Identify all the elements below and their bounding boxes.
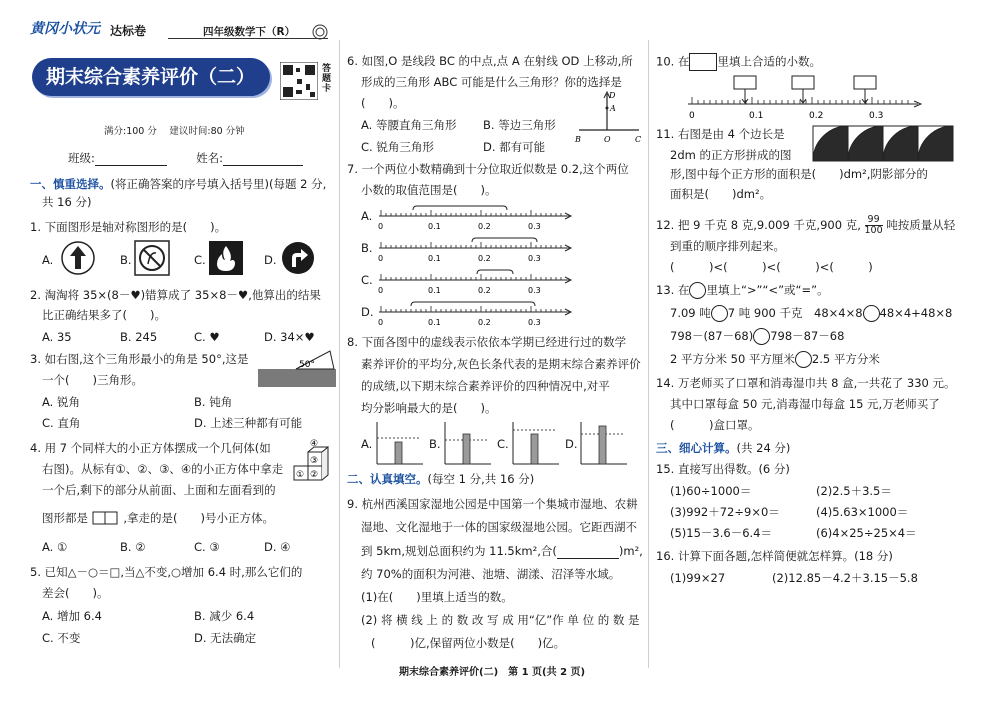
q10-number-line — [686, 74, 926, 122]
q4-option-c[interactable]: C. ③ — [194, 540, 220, 554]
compare-circle[interactable] — [753, 328, 770, 345]
q9-text-5: (1)在( )里填上适当的数。 — [361, 590, 513, 604]
tick-label: 0 — [689, 111, 695, 121]
q2-option-d[interactable]: D. 34×♥ — [264, 330, 315, 344]
spiral-icon — [310, 22, 330, 42]
q8-text-3: 的成绩,以下期末综合素养评价的四种情况中,对平 — [361, 379, 610, 393]
q1-option-d[interactable]: D. — [264, 253, 277, 267]
q13-r1b: 7 吨 900 千克 48×4×8 — [727, 306, 863, 320]
section1-title: 一、慎重选择。 — [30, 177, 111, 191]
cube-label-4: ④ — [310, 439, 319, 449]
label-c: C — [635, 135, 642, 144]
range-brace — [413, 206, 507, 210]
q14-text-3: ( )盒口罩。 — [670, 418, 760, 432]
q13-r2b: 798－87－68 — [770, 329, 845, 343]
q2-option-a[interactable]: A. 35 — [42, 330, 72, 344]
q12-frac-num: 99 — [865, 215, 883, 226]
score-bar — [463, 434, 470, 464]
q14-text: 14. 万老师买了口罩和消毒湿巾共 8 盒,一共花了 330 元。 — [656, 376, 956, 390]
q16-item-2: (2)12.85－4.2＋3.15－5.8 — [772, 571, 918, 585]
cube-label-1: ① — [296, 470, 305, 480]
section1-heading — [30, 176, 326, 192]
q7-number-line — [377, 300, 577, 330]
squares-arc-figure — [812, 124, 958, 164]
q8-option-a[interactable]: A. — [361, 437, 373, 451]
q12-text-2: 到重的顺序排列起来。 — [670, 239, 785, 253]
tick-label: 0.3 — [528, 254, 541, 263]
q15-item-4: (4)5.63×1000＝ — [816, 505, 909, 519]
q2-option-b[interactable]: B. 245 — [120, 330, 158, 344]
q3-option-c[interactable]: C. 直角 — [42, 416, 81, 430]
qr-code-icon — [280, 62, 318, 100]
q3-option-a[interactable]: A. 锐角 — [42, 395, 80, 409]
tick-label: 0 — [378, 254, 384, 263]
page-title: 期末综合素养评价（二） — [46, 66, 256, 88]
q6-option-c[interactable]: C. 锐角三角形 — [361, 140, 434, 154]
page-footer: 期末综合素养评价(二) 第 1 页(共 2 页) — [399, 667, 586, 678]
q1-option-a[interactable]: A. — [42, 253, 54, 267]
q6-text: 6. 如图,O 是线段 BC 的中点,点 A 在射线 OD 上移动,所 — [347, 54, 633, 68]
tick-label: 0 — [378, 222, 384, 231]
q1-option-b[interactable]: B. — [120, 253, 132, 267]
exam-meta: 满分:100 分 建议时间:80 分钟 — [104, 126, 245, 137]
q13-text-a: 13. 在 — [656, 283, 690, 297]
q4-text-4a: 图形都是 — [42, 511, 88, 525]
cube-label-2: ② — [310, 470, 319, 480]
q15-item-3: (3)992＋72÷9×0＝ — [670, 505, 780, 519]
q4-text-4 — [42, 510, 274, 527]
score-bar — [531, 434, 538, 464]
column-divider — [339, 40, 340, 668]
turn-right-arrow-icon — [280, 240, 316, 276]
q3-option-b[interactable]: B. 钝角 — [194, 395, 233, 409]
tick-label: 0.2 — [478, 254, 491, 263]
q12-fraction — [865, 215, 883, 236]
section2-title: 二、认真填空。 — [347, 472, 428, 486]
tick-label: 0.1 — [428, 286, 441, 295]
cube-stack-figure — [290, 436, 336, 484]
compare-circle[interactable] — [863, 305, 880, 322]
q9-text-4: 约 70%的面积为河港、池塘、湖漾、沼泽等水域。 — [361, 567, 621, 581]
q6-text-2: 形成的三角形 ABC 可能是什么三角形？你的选择是 — [361, 75, 622, 89]
q8-text-4: 均分影响最大的是( )。 — [361, 401, 497, 415]
q12-text-a: 12. 把 9 千克 8 克,9.009 千克,900 克, — [656, 218, 861, 232]
paper-label: 达标卷 — [110, 24, 147, 38]
q10-text-a: 10. 在 — [656, 54, 690, 69]
q7-number-line — [377, 204, 577, 234]
q5-text: 5. 已知△－○＝□,当△不变,○增加 6.4 时,那么它们的 — [30, 565, 303, 579]
tick-label: 0.3 — [869, 111, 884, 121]
tick-label: 0.3 — [528, 318, 541, 327]
q13-text — [656, 282, 829, 299]
q8-bar-chart — [443, 420, 493, 466]
tick-label: 0 — [378, 318, 384, 327]
column-right — [652, 0, 982, 708]
q5-option-b[interactable]: B. 减少 6.4 — [194, 609, 255, 623]
q13-r1c: 48×4+48×8 — [879, 306, 953, 320]
q7-text-2: 小数的取值范围是( )。 — [361, 183, 497, 197]
q8-option-c[interactable]: C. — [497, 437, 509, 451]
q7-option-c[interactable]: C. — [361, 273, 373, 287]
q15-item-5: (5)15－3.6－6.4＝ — [670, 526, 773, 540]
section1-note: (将正确答案的序号填入括号里)(每题 2 分, — [110, 177, 327, 191]
arrow-up-icon — [60, 240, 96, 276]
name-label: 姓名: — [196, 151, 224, 165]
q9-text-3b: )m², — [618, 544, 643, 558]
q6-option-d[interactable]: D. 都有可能 — [483, 140, 546, 154]
q7-number-line — [377, 268, 577, 298]
q11-text-4: 面积是( )dm²。 — [670, 187, 772, 201]
q12-text — [656, 215, 955, 236]
section3-note: (共 24 分) — [736, 441, 791, 455]
tick-label: 0 — [378, 286, 384, 295]
q7-option-d[interactable]: D. — [361, 305, 374, 319]
q6-option-a[interactable]: A. 等腰直角三角形 — [361, 118, 457, 132]
section3-heading — [656, 440, 790, 456]
q5-option-c[interactable]: C. 不变 — [42, 631, 81, 645]
q13-row-3 — [670, 351, 880, 368]
label-d: D — [609, 91, 616, 100]
q13-text-b: 里填上“>”“<”或“=”。 — [706, 283, 829, 297]
q4-option-a[interactable]: A. ① — [42, 540, 68, 554]
q7-number-line — [377, 236, 577, 266]
q1-text: 1. 下面图形是轴对称图形的是( )。 — [30, 220, 227, 234]
q4-text-3: 一个后,剩下的部分从前面、上面和左面看到的 — [42, 483, 276, 497]
no-parking-sign-icon — [134, 240, 170, 276]
q9-text-7: ( )亿,保留两位小数是( )亿。 — [371, 636, 566, 650]
fire-hazard-sign-icon — [208, 240, 244, 276]
q8-text: 8. 下面各图中的虚线表示依依本学期已经进行过的数学 — [347, 335, 627, 349]
column-left — [28, 0, 336, 708]
qr-label: 答题卡 — [322, 64, 332, 94]
q8-option-d[interactable]: D. — [565, 437, 578, 451]
brand-logo: 黄冈小状元 — [30, 21, 100, 37]
q9-text-3a: 到 5km,规划总面积约为 11.5km²,合( — [361, 544, 557, 558]
q9-text: 9. 杭州西溪国家湿地公园是中国第一个集城市湿地、农耕 — [347, 497, 638, 511]
cube-label-3: ③ — [310, 456, 319, 466]
q8-bar-chart — [511, 420, 561, 466]
tick-label: 0.2 — [809, 111, 824, 121]
q11-text: 11. 右图是由 4 个边长是 — [656, 127, 785, 141]
q11-text-3: 形,图中每个正方形的面积是( )dm²,阴影部分的 — [670, 167, 928, 181]
range-brace — [472, 238, 537, 242]
q2-option-c[interactable]: C. ♥ — [194, 330, 220, 344]
q8-text-2: 素养评价的平均分,灰色长条代表的是期末综合素养评价 — [361, 357, 641, 371]
q8-bar-chart — [375, 420, 425, 466]
tick-label: 0.1 — [428, 222, 441, 231]
answer-box[interactable] — [854, 76, 876, 89]
q4-text-2: 右图)。从标有①、②、③、④的小正方体中拿走 — [42, 462, 284, 476]
tick-label: 0.1 — [428, 254, 441, 263]
two-squares-icon — [92, 511, 120, 527]
q7-option-a[interactable]: A. — [361, 209, 373, 223]
q12-text-b: 吨按质量从轻 — [886, 218, 956, 232]
q6-option-b[interactable]: B. 等边三角形 — [483, 118, 556, 132]
tick-label: 0.3 — [528, 222, 541, 231]
q12-frac-den: 100 — [864, 225, 883, 236]
label-b: B — [575, 135, 581, 144]
tick-label: 0.1 — [428, 318, 441, 327]
q9-text-2: 湿地、文化湿地于一体的国家级湿地公园。它距西湖不 — [361, 520, 637, 534]
label-a: A — [610, 104, 616, 113]
q10-text-b: 里填上合适的小数。 — [717, 54, 821, 69]
tick-label: 0.2 — [478, 222, 491, 231]
compare-circle[interactable] — [711, 305, 728, 322]
q13-r3a: 2 平方分米 50 平方厘米 — [670, 352, 795, 366]
q2-text: 2. 淘淘将 35×(8－♥)错算成了 35×8－♥,他算出的结果 — [30, 288, 321, 302]
grade-label: 四年级数学下（R） — [203, 26, 296, 38]
score-bar — [395, 442, 402, 464]
answer-box[interactable] — [792, 76, 814, 89]
q11-text-2: 2dm 的正方形拼成的图 — [670, 148, 792, 162]
q13-row-2 — [670, 328, 844, 345]
range-brace — [411, 302, 535, 306]
q4-option-b[interactable]: B. ② — [120, 540, 146, 554]
section1-note2: 共 16 分) — [42, 195, 92, 209]
score-bar — [599, 426, 606, 464]
q3-text: 3. 如右图,这个三角形最小的角是 50°,这是 — [30, 352, 249, 366]
q8-option-b[interactable]: B. — [429, 437, 441, 451]
q3-text-2: 一个( )三角形。 — [42, 373, 143, 387]
q10-text — [656, 53, 821, 71]
q4-option-d[interactable]: D. ④ — [264, 540, 291, 554]
q9-blank[interactable] — [557, 546, 619, 559]
q4-text: 4. 用 7 个同样大的小正方体摆成一个几何体(如 — [30, 441, 271, 455]
q16-title: 16. 计算下面各题,怎样简便就怎样算。(18 分) — [656, 549, 893, 563]
q2-text-2: 比正确结果多了( )。 — [42, 308, 166, 322]
q15-item-6: (6)4×25÷25×4＝ — [816, 526, 917, 540]
q8-bar-chart — [579, 420, 629, 466]
section2-heading — [347, 471, 534, 487]
compare-circle[interactable] — [689, 282, 706, 299]
q9-text-3 — [361, 543, 643, 559]
triangle-figure — [258, 347, 338, 389]
column-middle — [343, 0, 645, 708]
label-o: O — [604, 135, 611, 144]
section3-title: 三、细心计算。 — [656, 441, 737, 455]
q5-option-d[interactable]: D. 无法确定 — [194, 631, 257, 645]
q13-r3b: 2.5 平方分米 — [811, 352, 880, 366]
tick-label: 0.2 — [478, 318, 491, 327]
title-banner — [32, 58, 270, 96]
q1-option-c[interactable]: C. — [194, 253, 206, 267]
tick-label: 0.3 — [528, 286, 541, 295]
q12-answer-row[interactable]: ( )<( )<( )<( ) — [670, 260, 873, 274]
q4-text-4b: ,拿走的是( )号小正方体。 — [123, 511, 274, 525]
q7-text: 7. 一个两位小数精确到十分位取近似数是 0.2,这个两位 — [347, 162, 629, 176]
q9-text-6: (2) 将 横 线 上 的 数 改 写 成 用“亿”作 单 位 的 数 是 — [361, 613, 640, 627]
q13-row-1 — [670, 305, 952, 322]
q7-option-b[interactable]: B. — [361, 241, 373, 255]
range-brace — [477, 270, 513, 274]
tick-label: 0.2 — [478, 286, 491, 295]
q16-item-1: (1)99×27 — [670, 571, 726, 585]
class-label: 班级: — [68, 151, 95, 165]
q15-item-2: (2)2.5＋3.5＝ — [816, 484, 892, 498]
compare-circle[interactable] — [795, 351, 812, 368]
tick-label: 0.1 — [749, 111, 764, 121]
q3-option-d[interactable]: D. 上述三种都有可能 — [194, 416, 303, 430]
class-field[interactable] — [68, 150, 303, 166]
q6-text-3: ( )。 — [361, 96, 405, 110]
q3-angle-label: 50° — [299, 360, 315, 370]
q13-r1a: 7.09 吨 — [670, 306, 711, 320]
column-divider — [648, 40, 649, 668]
q13-r2a: 798－(87－68) — [670, 329, 754, 343]
answer-box[interactable] — [734, 76, 756, 89]
q5-option-a[interactable]: A. 增加 6.4 — [42, 609, 102, 623]
q10-answer-box[interactable] — [689, 53, 717, 71]
q15-title: 15. 直接写出得数。(6 分) — [656, 462, 790, 476]
q15-item-1: (1)60÷1000＝ — [670, 484, 752, 498]
q14-text-2: 其中口罩每盒 50 元,消毒湿巾每盒 15 元,万老师买了 — [670, 397, 940, 411]
q5-text-2: 差会( )。 — [42, 586, 109, 600]
segment-bc-figure — [573, 88, 645, 148]
section2-note: (每空 1 分,共 16 分) — [427, 472, 535, 486]
